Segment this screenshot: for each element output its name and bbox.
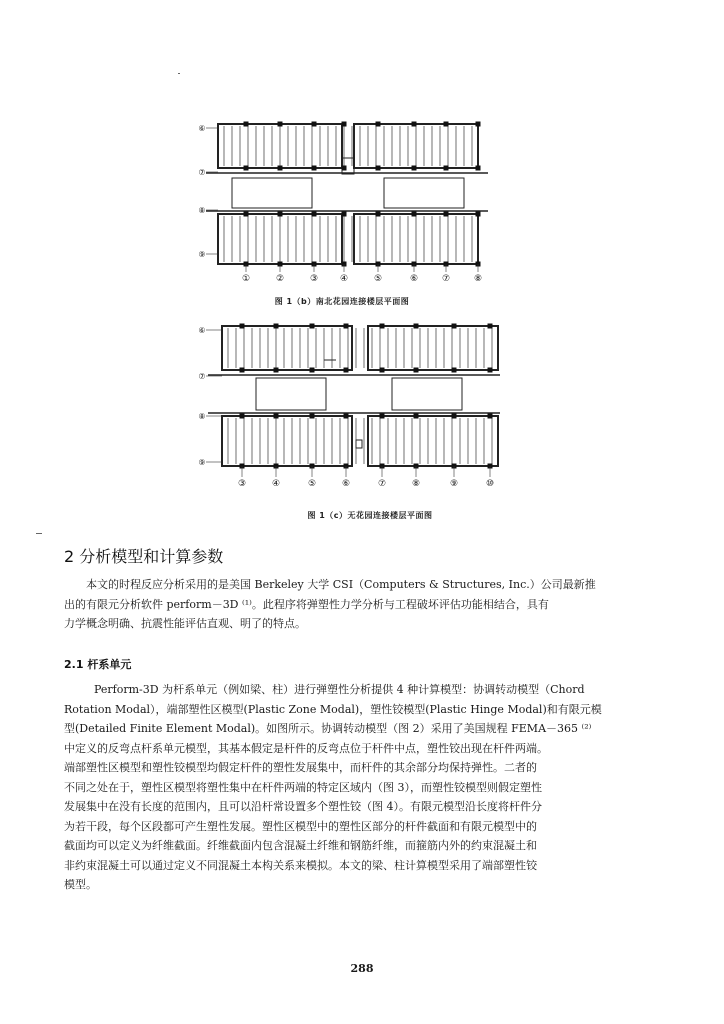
scan-speck [178, 73, 180, 74]
column-axis-label: ① [241, 274, 251, 284]
column-mark [380, 368, 385, 373]
text-line: Rotation Modal），端部塑性区模型(Plastic Zone Modal)，塑性铰模型(Plastic Hinge Modal)和有限元模 [64, 702, 602, 716]
column-mark [414, 324, 419, 329]
column-mark [240, 324, 245, 329]
row-axis-label: ⑧ [198, 412, 206, 421]
text-line: 发展集中在没有长度的范围内，且可以沿杆常设置多个塑性铰（图 4）。有限元模型沿长度将杆件分 [64, 800, 542, 813]
column-axis-label: ③ [309, 274, 319, 284]
row-axis-label: ⑦ [198, 168, 206, 177]
column-mark [274, 414, 279, 419]
column-mark [488, 324, 493, 329]
column-mark [452, 414, 457, 419]
column-axis-label: ⑦ [441, 274, 451, 284]
column-mark [488, 368, 493, 373]
column-mark [414, 414, 419, 419]
column-axis-label: ⑤ [307, 479, 317, 489]
column-axis-label: ⑩ [485, 479, 495, 489]
column-axis-label: ⑧ [473, 274, 483, 284]
column-mark [488, 414, 493, 419]
text-line: 模型。 [64, 878, 97, 891]
column-mark [376, 122, 381, 127]
column-mark [376, 166, 381, 171]
section-heading: 2 分析模型和计算参数 [64, 547, 224, 566]
column-mark [310, 368, 315, 373]
row-axis-label: ⑥ [198, 124, 206, 133]
column-mark [278, 166, 283, 171]
column-mark [244, 166, 249, 171]
column-axis-label: ④ [271, 479, 281, 489]
column-mark [244, 212, 249, 217]
text-line: 出的有限元分析软件 perform－3D ⁽¹⁾。此程序将弹塑性力学分析与工程破坏评估功能相结合，具有 [64, 597, 549, 611]
element-model-paragraph [64, 680, 664, 895]
column-mark [444, 122, 449, 127]
column-mark [380, 324, 385, 329]
floor-plan-c [196, 320, 506, 495]
column-mark [274, 368, 279, 373]
column-mark [412, 212, 417, 217]
column-mark [476, 166, 481, 171]
column-axis-label: ⑤ [373, 274, 383, 284]
text-line: 不同之处在于，塑性区模型将塑性集中在杆件两端的特定区域内（图 3），而塑性铰模型则假定塑性 [64, 780, 542, 794]
column-mark [376, 212, 381, 217]
column-mark [310, 324, 315, 329]
column-mark [444, 212, 449, 217]
scan-speck [36, 533, 42, 534]
column-mark [444, 166, 449, 171]
column-axis-label: ⑥ [341, 479, 351, 489]
column-mark [240, 368, 245, 373]
row-axis-label: ⑨ [198, 458, 206, 467]
column-axis-label: ⑥ [409, 274, 419, 284]
column-mark [312, 122, 317, 127]
floor-plan-b [196, 118, 496, 290]
column-mark [312, 212, 317, 217]
column-mark [278, 122, 283, 127]
column-mark [452, 324, 457, 329]
column-mark [344, 368, 349, 373]
figure-caption-c: 图 1（c）无花园连接楼层平面图 [307, 511, 433, 520]
column-axis-label: ⑦ [377, 479, 387, 489]
text-line: 端部塑性区模型和塑性铰模型均假定杆件的塑性发展集中，而杆件的其余部分均保持弹性。二者的 [64, 761, 537, 774]
column-mark [278, 212, 283, 217]
column-axis-label: ② [275, 274, 285, 284]
column-axis-label: ④ [339, 274, 349, 284]
column-axis-label: ⑧ [411, 479, 421, 489]
column-mark [244, 122, 249, 127]
text-line: 本文的时程反应分析采用的是美国 Berkeley 大学 CSI（Computers & Structures, Inc.）公司最新推 [86, 578, 596, 591]
row-axis-label: ⑨ [198, 250, 206, 259]
column-mark [344, 414, 349, 419]
column-mark [342, 122, 347, 127]
column-mark [412, 122, 417, 127]
column-mark [310, 414, 315, 419]
column-mark [312, 166, 317, 171]
column-mark [342, 166, 347, 171]
column-mark [342, 212, 347, 217]
column-mark [240, 414, 245, 419]
text-line: 非约束混凝土可以通过定义不同混凝土本构关系来模拟。本文的梁、柱计算模型采用了端部塑性铰 [64, 858, 537, 872]
subsection-heading: 2.1 杆系单元 [64, 658, 132, 671]
text-line: 为若干段，每个区段都可产生塑性发展。塑性区模型中的塑性区部分的杆件截面和有限元模型中的 [64, 819, 537, 833]
row-axis-label: ⑧ [198, 206, 206, 215]
column-mark [476, 212, 481, 217]
figure-caption-b: 图 1（b）南北花园连接楼层平面图 [274, 297, 410, 306]
page-number: 288 [350, 962, 374, 975]
column-mark [380, 414, 385, 419]
column-mark [412, 166, 417, 171]
row-axis-label: ⑦ [198, 372, 206, 381]
column-mark [344, 324, 349, 329]
column-axis-label: ⑨ [449, 479, 459, 489]
column-axis-label: ③ [237, 479, 247, 489]
column-mark [452, 368, 457, 373]
text-line: 中定义的反弯点杆系单元模型，其基本假定是杆件的反弯点位于杆件中点，塑性铰出现在杆件两端。 [64, 741, 548, 755]
column-mark [274, 324, 279, 329]
intro-paragraph [64, 575, 664, 634]
text-line: 型(Detailed Finite Element Modal)。如图所示。协调转动模型（图 2）采用了美国规程 FEMA－365 ⁽²⁾ [64, 722, 592, 735]
text-line: Perform-3D 为杆系单元（例如梁、柱）进行弹塑性分析提供 4 种计算模型：协调转动模型（Chord [94, 683, 585, 696]
row-axis-label: ⑥ [198, 326, 206, 335]
column-mark [476, 122, 481, 127]
column-mark [414, 368, 419, 373]
text-line: 截面均可以定义为纤维截面。纤维截面内包含混凝土纤维和钢筋纤维，而箍筋内外的约束混凝土和 [64, 839, 537, 852]
text-line: 力学概念明确、抗震性能评估直观、明了的特点。 [64, 617, 306, 630]
